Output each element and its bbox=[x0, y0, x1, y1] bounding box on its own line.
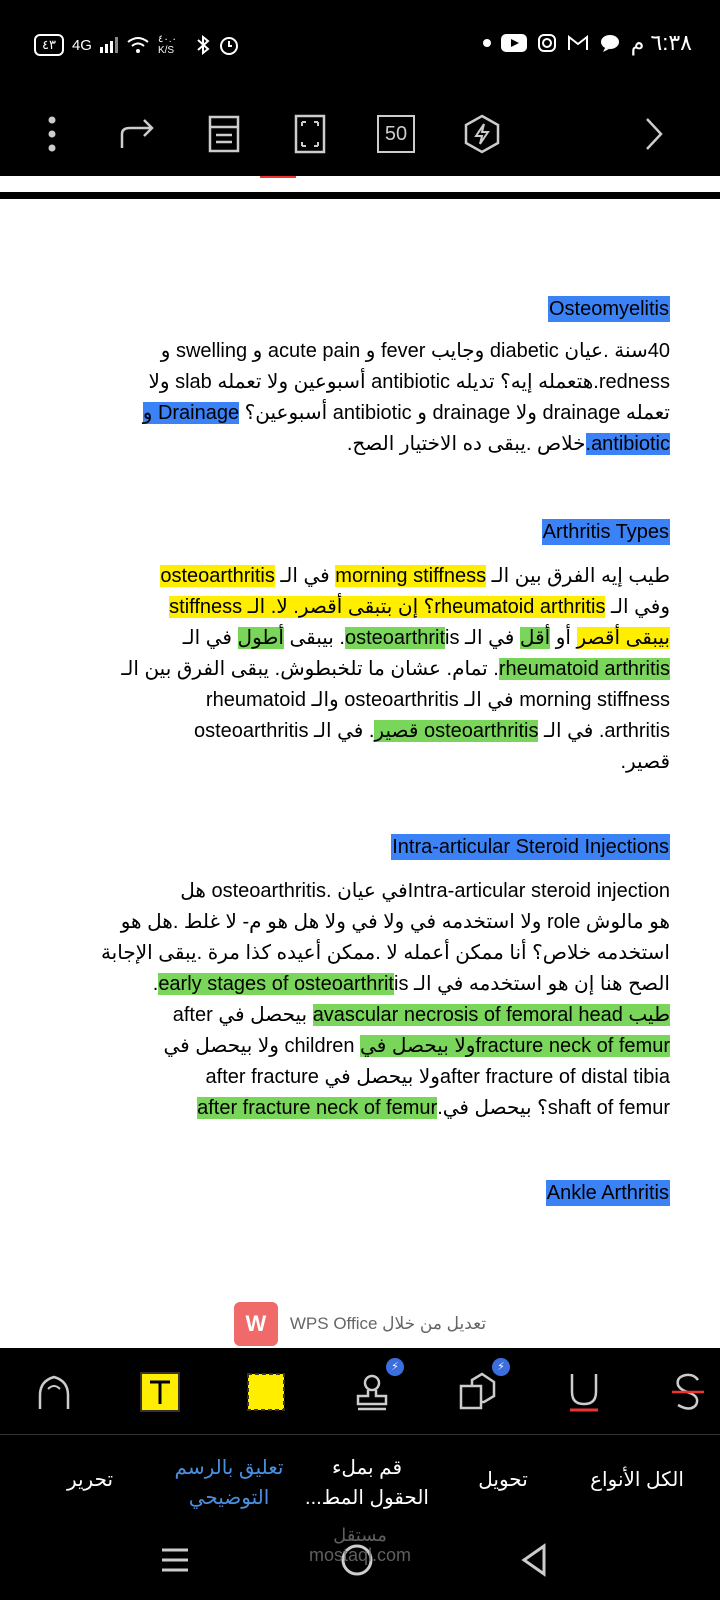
fit-screen-icon bbox=[294, 114, 326, 154]
text-highlight-icon bbox=[140, 1372, 180, 1412]
highlight-green: after fracture neck of femur bbox=[197, 1097, 438, 1119]
text-line bbox=[100, 561, 670, 592]
dot-icon bbox=[483, 39, 491, 47]
highlight-green: early stages of osteoarthrit bbox=[158, 973, 394, 995]
share-button[interactable] bbox=[116, 112, 160, 156]
highlight-yellow: stiffness bbox=[169, 596, 248, 618]
highlight-blue: antibiotic. bbox=[585, 433, 670, 455]
lightning-hexagon-icon bbox=[463, 114, 501, 154]
back-icon bbox=[520, 1543, 548, 1577]
wps-banner-text: تعديل من خلال WPS Office bbox=[289, 1314, 487, 1333]
underline-tool[interactable] bbox=[562, 1370, 606, 1414]
battery-indicator: ٤٣ bbox=[34, 34, 64, 56]
text-run: . في الـ osteoarthritis bbox=[193, 720, 375, 742]
bottom-tab-bar bbox=[0, 1435, 720, 1525]
text-run: shaft of femur؟ بيحصل في. bbox=[437, 1097, 670, 1119]
reading-mode-button[interactable] bbox=[202, 112, 246, 156]
page-count-button[interactable] bbox=[374, 112, 418, 156]
text-run: . تمام. عشان ما تلخبطوش. يبقى الفرق بين الـ bbox=[121, 658, 499, 680]
page-count: 50 bbox=[384, 122, 408, 145]
text-run: خلاص .يبقى ده الاختيار الصح. bbox=[346, 433, 586, 455]
page-count-box bbox=[377, 115, 415, 153]
highlight-blue: Drainage و bbox=[142, 402, 240, 424]
system-nav-bar bbox=[0, 1525, 720, 1600]
area-highlight-icon bbox=[246, 1372, 286, 1412]
text-run: children ولا بيحصل في bbox=[163, 1035, 361, 1057]
premium-tools-button[interactable] bbox=[460, 112, 504, 156]
status-left bbox=[34, 34, 240, 56]
text-run: تعمله drainage ولا drainage و antibiotic أسبوعين؟ bbox=[239, 402, 670, 424]
text-line bbox=[100, 398, 670, 429]
highlight-yellow: rheumatoid arthritis؟ إن بتبقى أقصر. لا. الـ bbox=[247, 596, 606, 618]
heading-intra-articular-steroid-injections: Intra-articular Steroid Injections bbox=[392, 836, 669, 858]
wifi-icon bbox=[126, 36, 150, 54]
chat-icon bbox=[599, 33, 621, 53]
text-line: استخدمه خلاص؟ أنا ممكن أعمله لا .ممكن أعيده كذا مرة .يبقى الإجابة bbox=[100, 942, 670, 964]
text-highlight-tool[interactable] bbox=[138, 1370, 182, 1414]
tab-annotate[interactable]: تعليق بالرسم التوضيحي bbox=[174, 1457, 284, 1509]
section-osteomyelitis bbox=[100, 336, 670, 460]
recents-icon bbox=[160, 1545, 190, 1575]
alarm-icon bbox=[218, 34, 240, 56]
fit-screen-button[interactable] bbox=[288, 112, 332, 156]
heading-ankle-arthritis: Ankle Arthritis bbox=[546, 1182, 669, 1204]
recents-button[interactable] bbox=[160, 1545, 190, 1580]
tab-fill-fields[interactable]: قم بملء الحقول المط... bbox=[305, 1457, 429, 1509]
text-line: هو مالوش role ولا استخدمه في ولا في ولا هل هو م- لا غلط .هل هو bbox=[120, 911, 670, 933]
youtube-icon bbox=[501, 34, 527, 52]
text-line bbox=[100, 716, 670, 747]
premium-badge-icon: ⚡ bbox=[492, 1358, 510, 1376]
bluetooth-icon bbox=[196, 35, 210, 55]
pen-icon bbox=[36, 1373, 72, 1411]
more-options-button[interactable] bbox=[30, 112, 74, 156]
clock: ٦:٣٨ م bbox=[630, 30, 692, 55]
text-line bbox=[100, 1031, 670, 1062]
text-line bbox=[100, 1000, 670, 1031]
text-run: أو bbox=[550, 627, 577, 649]
more-vertical-icon bbox=[48, 116, 56, 152]
text-line: 40سنة .عيان diabetic وجايب fever و acute pain و swelling و bbox=[160, 340, 670, 362]
highlight-green: أقل bbox=[519, 627, 551, 649]
section-injections bbox=[100, 876, 670, 1124]
highlight-green: ولا بيحصل في bbox=[360, 1035, 476, 1057]
wps-logo-icon bbox=[234, 1302, 278, 1346]
share-icon bbox=[118, 116, 158, 152]
text-line: morning stiffness في الـ osteoarthritis والـ rheumatoid bbox=[205, 689, 670, 711]
stamp-tool[interactable] bbox=[350, 1361, 399, 1414]
highlight-green: fracture neck of femur bbox=[475, 1035, 670, 1057]
annotation-toolbar bbox=[0, 1348, 720, 1434]
text-line bbox=[100, 654, 670, 685]
text-line: after fracture of distal tibiaولا بيحصل في after fracture bbox=[205, 1066, 670, 1088]
text-run: is. بيبقى bbox=[283, 627, 460, 649]
text-line: قصير. bbox=[620, 751, 670, 773]
wps-logo-letter: W bbox=[245, 1311, 267, 1336]
signal-icon bbox=[100, 37, 118, 53]
network-indicator: 4G bbox=[71, 36, 92, 54]
highlight-green: osteoarthrit bbox=[344, 627, 446, 649]
heading-osteomyelitis: Osteomyelitis bbox=[548, 298, 669, 320]
pen-tool[interactable] bbox=[32, 1370, 76, 1414]
highlight-green: osteoarthritis قصير bbox=[374, 720, 539, 742]
stamp-icon bbox=[352, 1372, 392, 1412]
text-line: Intra-articular steroid injectionفي عيان .osteoarthritis هل bbox=[180, 880, 670, 902]
status-bar bbox=[0, 0, 720, 92]
scroll-position-marker bbox=[260, 176, 296, 178]
document-view[interactable] bbox=[0, 176, 720, 1348]
text-run: بيحصل في after bbox=[172, 1004, 313, 1026]
tab-convert[interactable]: تحويل bbox=[478, 1469, 528, 1491]
text-run: في الـ bbox=[274, 565, 336, 587]
text-run: في الـ bbox=[182, 627, 238, 649]
document-view-icon bbox=[208, 115, 240, 153]
gmail-icon bbox=[567, 34, 589, 52]
highlight-green: أطول bbox=[237, 627, 284, 649]
page-separator bbox=[0, 192, 720, 199]
shape-tool[interactable] bbox=[456, 1361, 505, 1414]
chevron-right-icon bbox=[644, 116, 664, 152]
text-run: وفي الـ bbox=[605, 596, 670, 618]
strikethrough-icon bbox=[670, 1372, 706, 1412]
tab-all-types[interactable]: الكل الأنواع bbox=[590, 1469, 684, 1491]
text-line bbox=[100, 969, 670, 1000]
shapes-icon bbox=[458, 1372, 498, 1412]
text-run: الصح هنا إن هو استخدمه في الـ bbox=[408, 973, 670, 995]
wps-edit-banner[interactable] bbox=[0, 1302, 720, 1346]
highlight-yellow: morning stiffness bbox=[335, 565, 487, 587]
instagram-icon bbox=[537, 33, 557, 53]
section-arthritis-types bbox=[100, 561, 670, 778]
reader-toolbar bbox=[0, 92, 720, 176]
text-run: طيب إيه الفرق بين الـ bbox=[486, 565, 670, 587]
tab-edit[interactable]: تحرير bbox=[66, 1469, 114, 1491]
highlight-yellow: بيبقى أقصر bbox=[576, 627, 670, 649]
watermark: مستقل mostaql.com bbox=[308, 1525, 412, 1565]
text-line bbox=[100, 592, 670, 623]
text-run: arthritis. في الـ bbox=[538, 720, 670, 742]
highlight-green: طيب bbox=[622, 1004, 670, 1026]
heading-arthritis-types: Arthritis Types bbox=[542, 521, 669, 543]
text-line bbox=[100, 623, 670, 654]
text-line bbox=[100, 429, 670, 460]
text-run: في الـ bbox=[459, 627, 520, 649]
premium-badge-icon: ⚡ bbox=[386, 1358, 404, 1376]
underline-icon bbox=[566, 1372, 602, 1412]
text-line: redness.هتعمله إيه؟ تديله antibiotic أسبوعين ولا تعمله slab ولا bbox=[148, 371, 670, 393]
back-button[interactable] bbox=[520, 1543, 548, 1582]
status-right bbox=[483, 30, 692, 56]
text-line bbox=[100, 1093, 670, 1124]
network-speed: ٤٠.٠ K/S bbox=[157, 34, 177, 56]
next-button[interactable] bbox=[632, 112, 676, 156]
area-highlight-tool[interactable] bbox=[244, 1370, 288, 1414]
highlight-green: rheumatoid arthritis bbox=[498, 658, 670, 680]
highlight-green: avascular necrosis of femoral head bbox=[312, 1004, 623, 1026]
text-run: is. bbox=[152, 973, 409, 995]
strikethrough-tool[interactable] bbox=[666, 1370, 710, 1414]
highlight-yellow: osteoarthritis bbox=[160, 565, 275, 587]
